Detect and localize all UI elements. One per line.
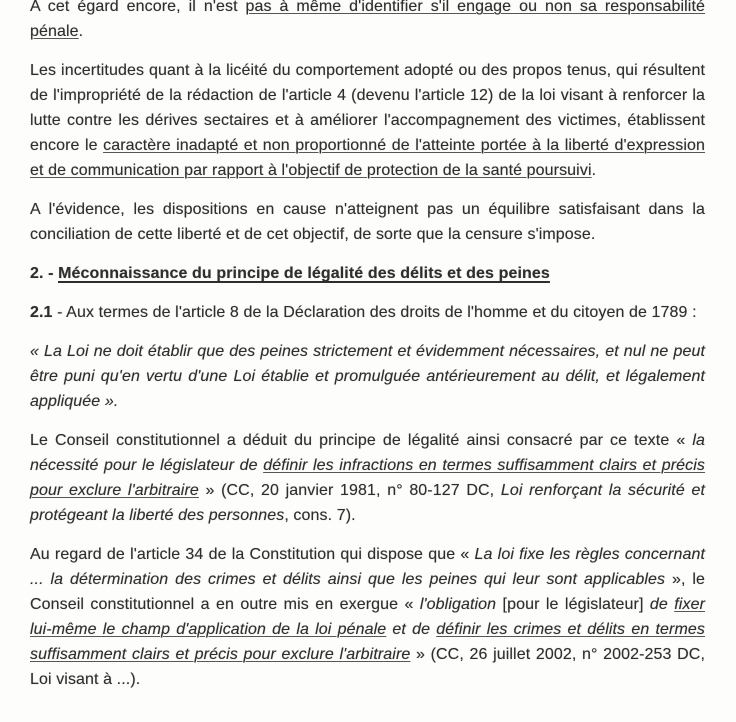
citation-text: » (CC, 26 juillet 2002, n° 2002-253 DC, Loi visant à ...). xyxy=(30,646,705,688)
quoted-text: « La Loi ne doit établir que des peines strictement et évidemment nécessaires, et nul ne peut être puni qu'en vertu d'une Loi établie et promulguée antérieurement au délit, et légalement appliquée ». xyxy=(30,343,705,410)
section-title: Méconnaissance du principe de légalité des délits et des peines xyxy=(58,265,550,282)
quote-declaration-1789 xyxy=(30,339,705,414)
underlined-text: pas à même d'identifier s'il engage ou non sa responsabilité pénale xyxy=(30,0,705,40)
italic-quote: la nécessité pour le législateur de xyxy=(30,432,705,474)
italic-underlined-quote: définir les infractions en termes suffisamment clairs et précis pour exclure l'arbitraire xyxy=(30,457,706,499)
italic-underlined-quote: définir les crimes et délits en termes suffisamment clairs et précis pour exclure l'arbitraire xyxy=(30,621,705,663)
italic-quote: La loi fixe les règles concernant ... la détermination des crimes et délits ainsi que les peines qui leur sont applicables xyxy=(30,546,705,588)
text-run: Les incertitudes quant à la licéité du comportement adopté ou des propos tenus, qui résultent de l'impropriété de la rédaction de l'article 4 (devenu l'article 12) de la loi visant à renforcer la lutte contre les dérives sectaires et à améliorer l'accompagnement des victimes, établissent encore le xyxy=(30,62,705,154)
case-name: Loi renforçant la sécurité et protégeant la liberté des personnes xyxy=(30,482,705,524)
citation-text: , cons. 7). xyxy=(284,507,356,524)
paragraph-responsabilite-penale xyxy=(30,0,705,44)
paragraph-conseil-constitutionnel-1981 xyxy=(30,428,705,528)
paragraph-incertitudes-liceite xyxy=(30,58,705,183)
section-heading-2 xyxy=(30,261,705,286)
text-run: », le Conseil constitutionnel a en outre mis en exergue « xyxy=(30,571,705,613)
italic-quote: l'obligation xyxy=(419,596,497,613)
subsection-number: 2.1 xyxy=(30,304,53,321)
paragraph-evidence-censure xyxy=(30,197,705,247)
paragraph-2-1-article-8 xyxy=(30,300,705,325)
italic-underlined-quote: fixer lui-même le champ d'application de la loi pénale xyxy=(30,596,705,638)
text-run: . xyxy=(591,162,597,179)
underlined-text: caractère inadapté et non proportionné de l'atteinte portée à la liberté d'expression et de communication par rapport à l'objectif de protection de la santé poursuivi xyxy=(30,137,705,179)
text-run: Au regard de l'article 34 de la Constitution qui dispose que « xyxy=(30,546,475,563)
italic-quote: de xyxy=(649,596,675,613)
text-run: A cet égard encore, il n'est xyxy=(30,0,246,15)
text-run: - Aux termes de l'article 8 de la Déclaration des droits de l'homme et du citoyen de 1789 : xyxy=(52,304,697,321)
text-run: A l'évidence, les dispositions en cause n'atteignent pas un équilibre satisfaisant dans la conciliation de cette liberté et de cet objectif, de sorte que la censure s'impose. xyxy=(30,201,705,243)
citation-text: » (CC, 20 janvier 1981, n° 80-127 DC, xyxy=(198,482,501,499)
text-run: Le Conseil constitutionnel a déduit du principe de légalité ainsi consacré par ce texte « xyxy=(30,432,693,449)
text-run: . xyxy=(78,23,84,40)
paragraph-article-34-constitution xyxy=(30,542,705,692)
italic-quote: et de xyxy=(386,621,437,638)
bracketed-insertion: [pour le législateur] xyxy=(496,596,650,613)
section-number: 2. - xyxy=(30,265,59,282)
